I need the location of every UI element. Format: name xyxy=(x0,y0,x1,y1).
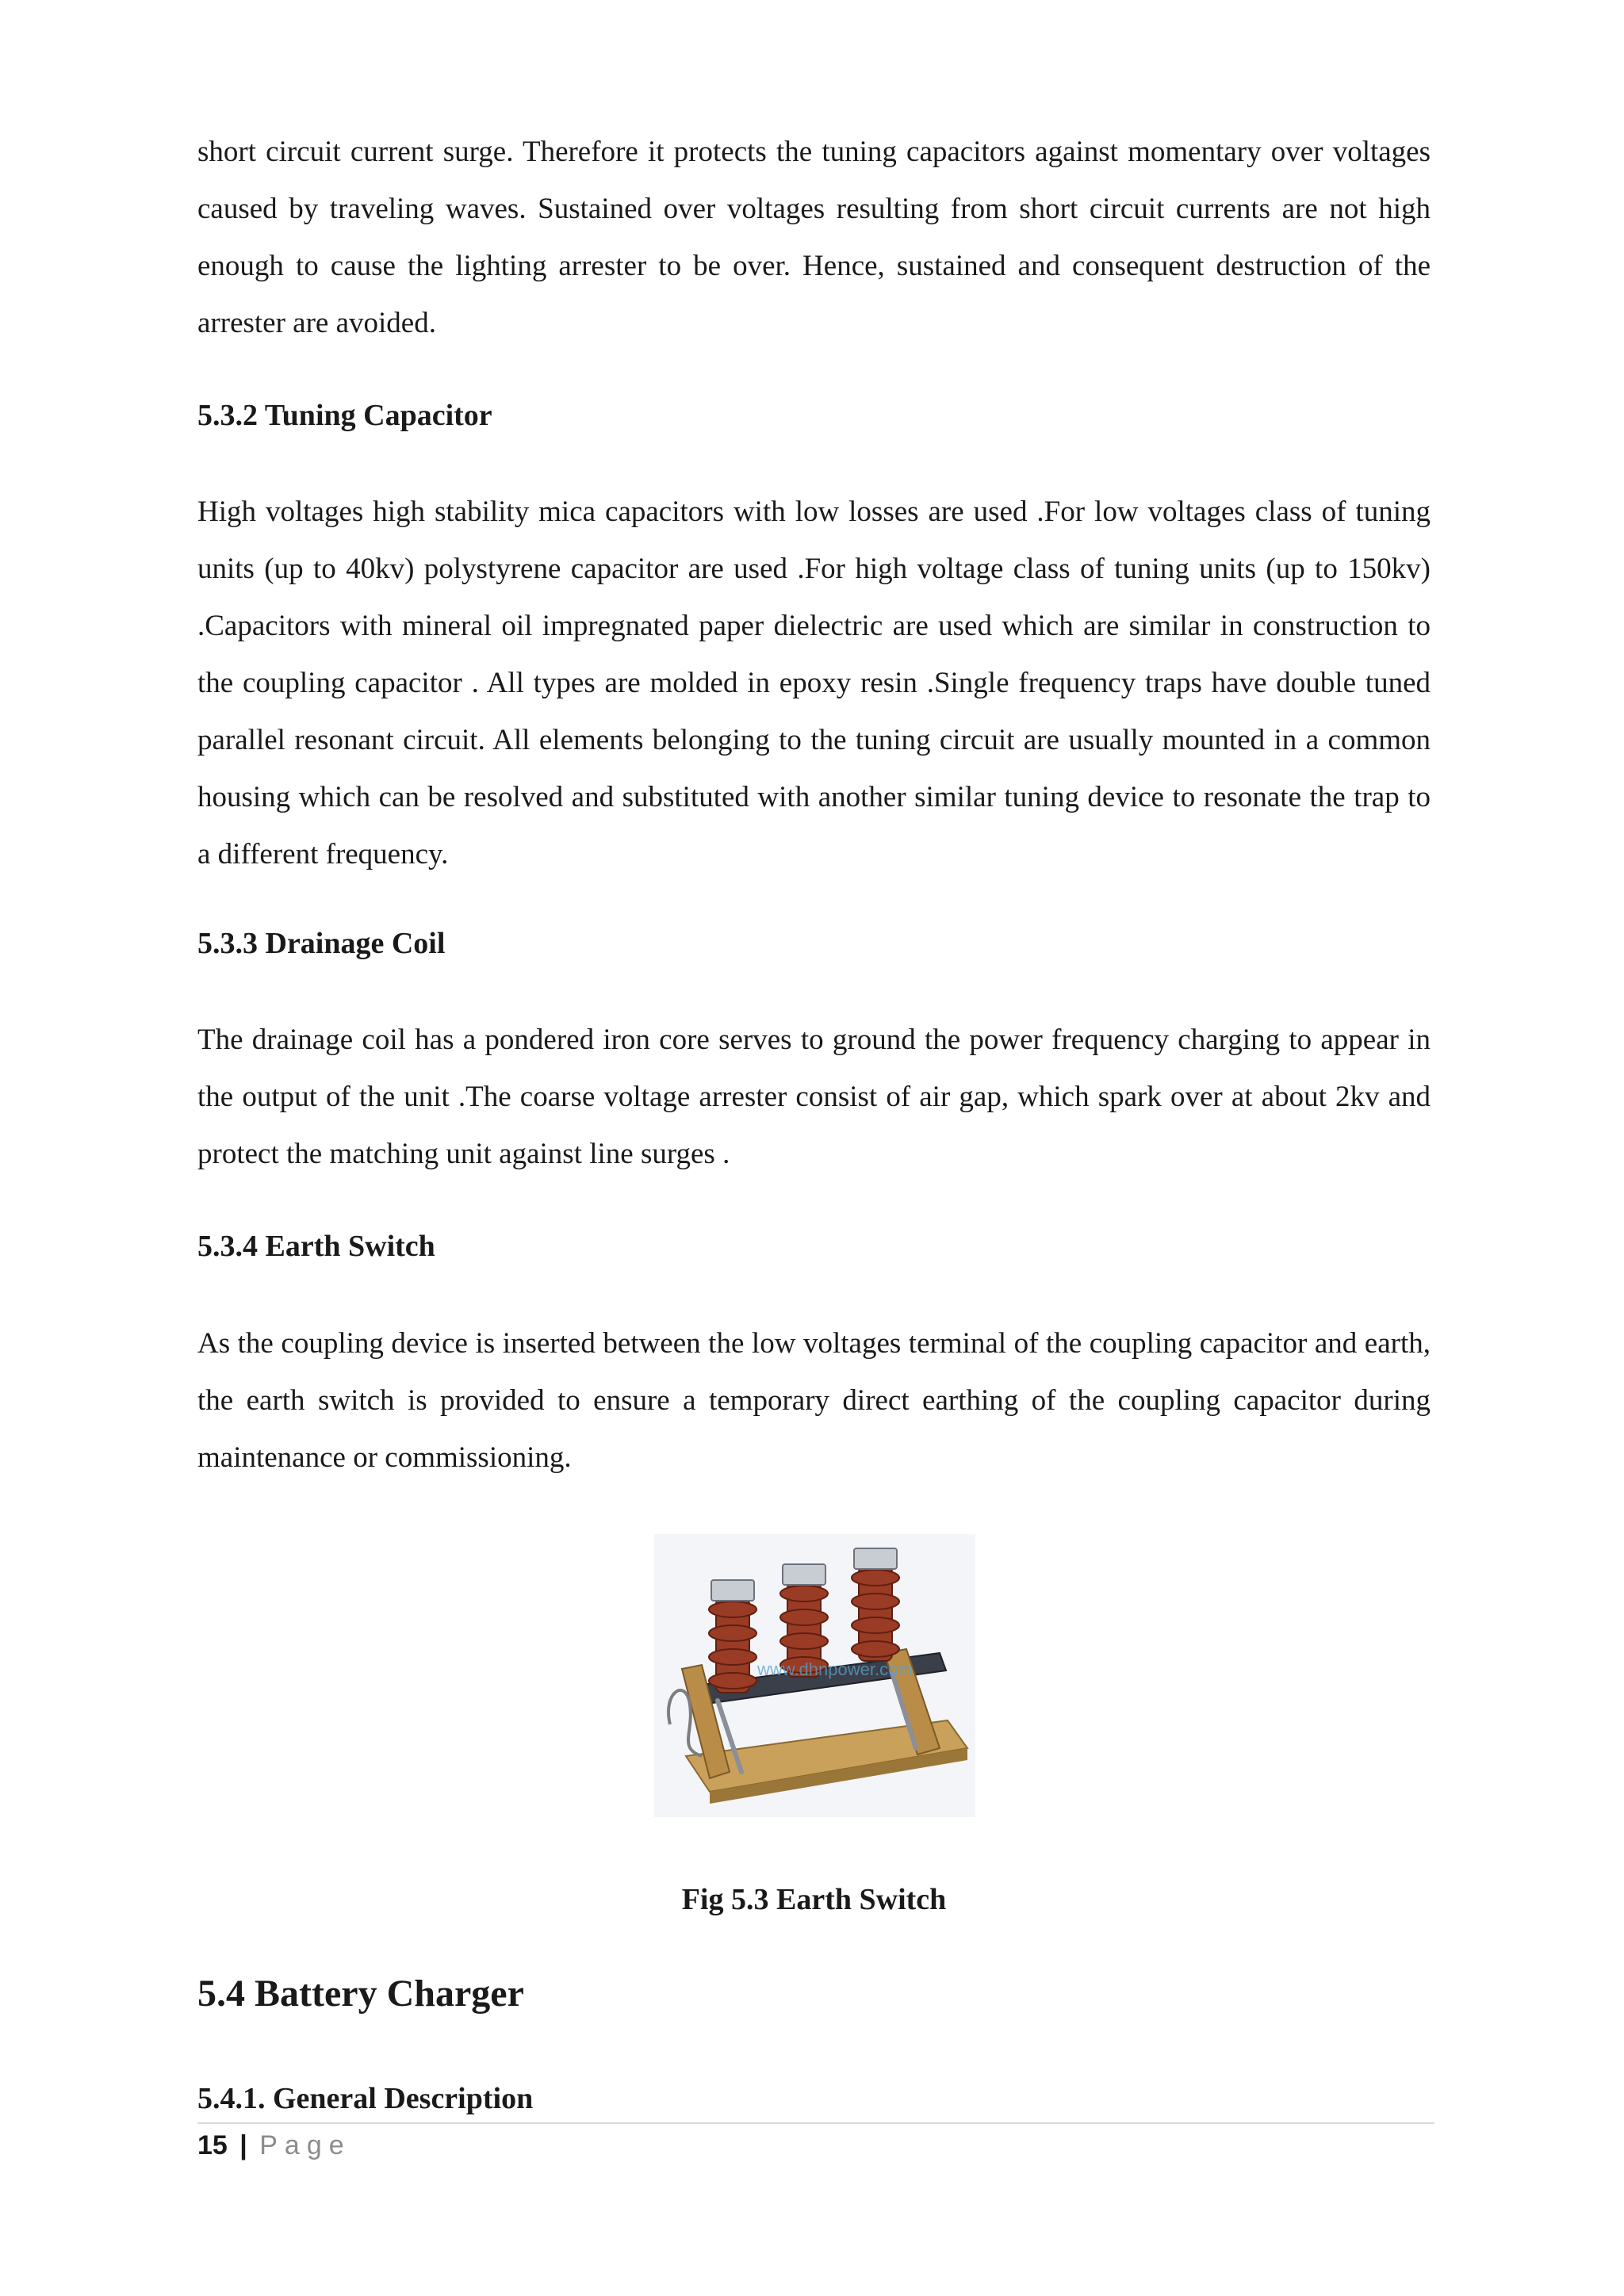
paragraph-arrester-surge: short circuit current surge. Therefore it protects the tuning capacitors against momentary over voltages caused by traveling waves. Sustained over voltages resulting from short circuit currents are not high enough to cause the lighting arrester to be over. Hence, sustained and consequent destruction of the arrester are avoided. xyxy=(197,136,1431,339)
earth-switch-figure xyxy=(654,1534,975,1817)
figure-watermark: www.dhnpower.com xyxy=(757,1659,913,1679)
footer-separator: | xyxy=(239,2130,247,2160)
page-number: 15 xyxy=(197,2130,228,2160)
heading-battery-charger: 5.4 Battery Charger xyxy=(197,1973,524,2015)
earth-switch-image xyxy=(654,1534,975,1817)
paragraph-tuning-capacitor: High voltages high stability mica capacitors with low losses are used .For low voltages class of tuning units (up to 40kv) polystyrene capacitor are used .For high voltage class of tuning units (up to 150kv) .Capacitors with mineral oil impregnated paper dielectric are used which are similar in construction to the coupling capacitor . All types are molded in epoxy resin .Single frequency traps have double tuned parallel resonant circuit. All elements belonging to the tuning circuit are usually mounted in a common housing which can be resolved and substituted with another similar tuning device to resonate the trap to a different frequency. xyxy=(197,496,1431,871)
footer-divider xyxy=(197,2122,1434,2124)
heading-earth-switch: 5.3.4 Earth Switch xyxy=(197,1230,435,1263)
page-footer xyxy=(197,2128,351,2163)
paragraph-drainage-coil: The drainage coil has a pondered iron core serves to ground the power frequency charging to appear in the output of the unit .The coarse voltage arrester consist of air gap, which spark over at about 2kv and protect the matching unit against line surges . xyxy=(197,1024,1431,1170)
heading-general-description: 5.4.1. General Description xyxy=(197,2082,534,2115)
page-label: Page xyxy=(259,2130,351,2160)
figure-caption: Fig 5.3 Earth Switch xyxy=(681,1883,947,1916)
paragraph-earth-switch: As the coupling device is inserted between the low voltages terminal of the coupling capacitor and earth, the earth switch is provided to ensure a temporary direct earthing of the coupling capacitor during maintenance or commissioning. xyxy=(197,1327,1431,1474)
heading-drainage-coil: 5.3.3 Drainage Coil xyxy=(197,927,446,960)
heading-tuning-capacitor: 5.3.2 Tuning Capacitor xyxy=(197,399,492,432)
